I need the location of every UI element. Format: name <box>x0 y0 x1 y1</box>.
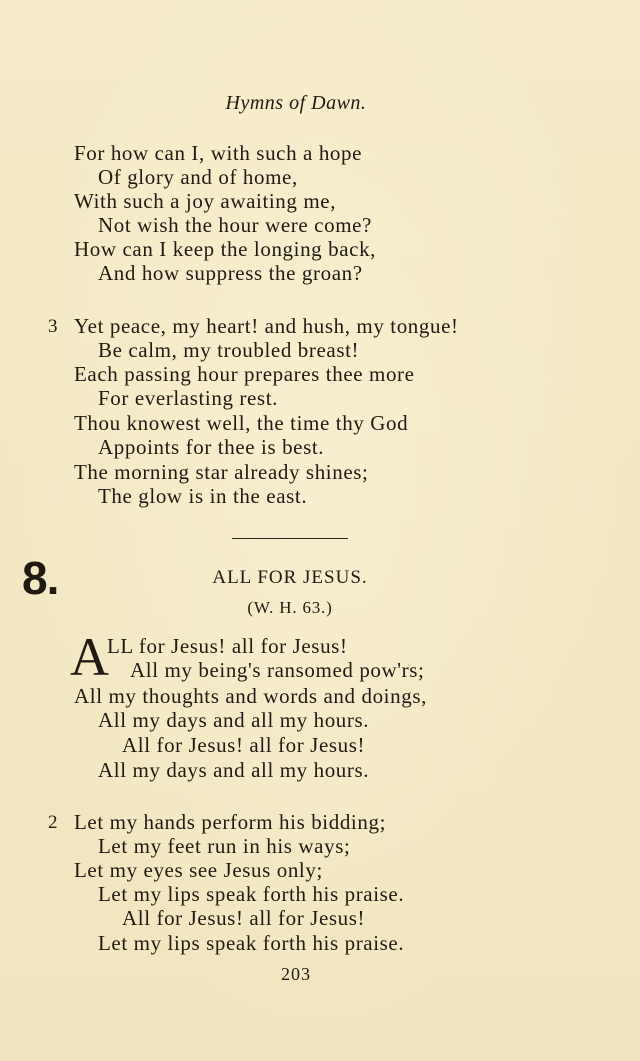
verse-line: For how can I, with such a hope <box>74 141 363 165</box>
verse-number: 3 <box>48 316 58 337</box>
verse-line: With such a joy awaiting me, <box>74 189 337 213</box>
verse-line: All my being's ransomed pow'rs; <box>130 658 425 682</box>
verse-line: All my days and all my hours. <box>98 758 370 782</box>
verse-line: Let my eyes see Jesus only; <box>74 858 323 882</box>
verse-line: Not wish the hour were come? <box>98 213 372 237</box>
verse-line: Yet peace, my heart! and hush, my tongue! <box>74 314 459 338</box>
verse-line: All for Jesus! all for Jesus! <box>122 733 366 757</box>
verse-line: How can I keep the longing back, <box>74 237 377 261</box>
verse-line: The morning star already shines; <box>74 460 369 484</box>
verse-line: Let my lips speak forth his praise. <box>98 882 405 906</box>
verse-line: Thou knowest well, the time thy God <box>74 411 409 435</box>
verse-number: 2 <box>48 812 58 833</box>
hymn-title: ALL FOR JESUS. <box>212 567 368 588</box>
verse-line: Let my feet run in his ways; <box>98 834 351 858</box>
hymn-number: 8. <box>22 552 59 604</box>
drop-cap: A <box>70 627 109 687</box>
verse-line: Appoints for thee is best. <box>98 435 325 459</box>
verse-line: And how suppress the groan? <box>98 261 363 285</box>
tune-reference: (W. H. 63.) <box>247 598 333 617</box>
verse-line: All for Jesus! all for Jesus! <box>122 906 366 930</box>
verse-line: The glow is in the east. <box>98 484 308 508</box>
verse-line: Let my lips speak forth his praise. <box>98 931 405 955</box>
verse-line: For everlasting rest. <box>98 386 278 410</box>
verse-line: Let my hands perform his bidding; <box>74 810 387 834</box>
page-number: 203 <box>281 964 311 984</box>
running-head: Hymns of Dawn. <box>225 92 367 114</box>
verse-line: Of glory and of home, <box>98 165 298 189</box>
verse-line: All my thoughts and words and doings, <box>74 684 427 708</box>
verse-line: LL for Jesus! all for Jesus! <box>107 634 348 658</box>
verse-line: Be calm, my troubled breast! <box>98 338 360 362</box>
section-divider <box>232 538 348 539</box>
verse-line: Each passing hour prepares thee more <box>74 362 415 386</box>
verse-line: All my days and all my hours. <box>98 708 370 732</box>
